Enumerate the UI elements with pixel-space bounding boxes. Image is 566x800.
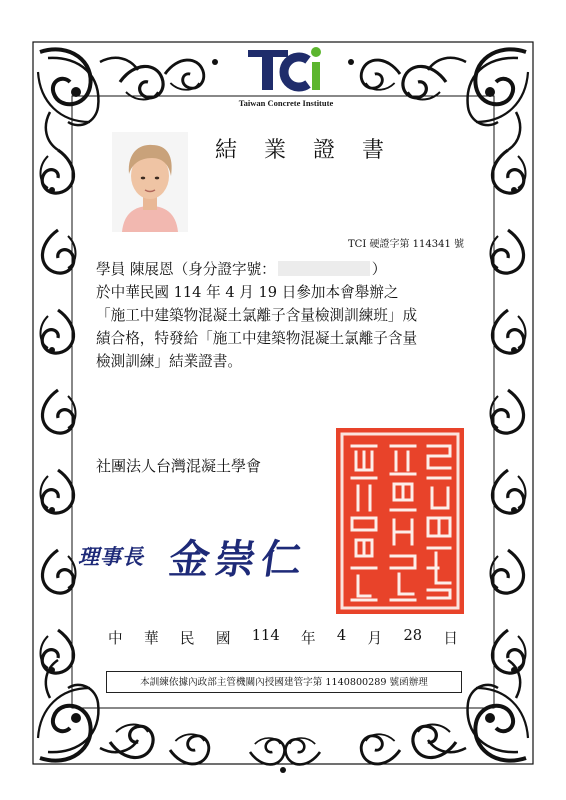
date-part: 年 xyxy=(300,630,316,647)
date-day: 28 xyxy=(403,627,423,644)
tci-logo xyxy=(226,40,346,115)
redacted-id-number xyxy=(278,261,370,276)
student-photo xyxy=(112,132,188,232)
body-line-5: 檢測訓練」結業證書。 xyxy=(96,353,242,370)
date-part: 日 xyxy=(443,630,458,647)
logo-subtitle: Taiwan Concrete Institute xyxy=(238,98,334,108)
issuer-organization: 社團法人台灣混凝土學會 xyxy=(96,457,262,475)
portrait-image xyxy=(112,132,188,232)
closing-paren: ） xyxy=(371,261,387,278)
student-name-text: 學員 陳展恩（身分證字號： xyxy=(96,261,276,278)
date-part: 民 xyxy=(179,630,195,647)
body-line-4: 績合格，特發給「施工中建築物混凝土氯離子含量 xyxy=(96,330,418,347)
certificate-number: TCI 硬證字第 114341 號 xyxy=(348,239,464,250)
date-year: 114 xyxy=(251,627,280,644)
signature-name: 金崇仁 xyxy=(166,536,311,583)
date-part: 國 xyxy=(215,630,231,647)
date-part: 中 xyxy=(108,630,123,647)
certificate-title: 結 業 證 書 xyxy=(215,138,394,163)
official-red-seal xyxy=(336,428,464,614)
body-line-3: 「施工中建築物混凝土氯離子含量檢測訓練班」成 xyxy=(96,307,418,324)
issue-date xyxy=(108,627,458,648)
date-part: 華 xyxy=(143,630,159,647)
tci-wordmark-logo xyxy=(226,40,346,95)
student-line xyxy=(96,258,476,281)
date-month: 4 xyxy=(336,627,347,644)
body-line-2: 於中華民國 114 年 4 月 19 日參加本會舉辦之 xyxy=(96,284,399,301)
legal-basis-footnote: 本訓練依據內政部主管機關內授國建管字第 1140800289 號函辦理 xyxy=(106,671,462,693)
certificate-body xyxy=(96,258,476,373)
date-part: 月 xyxy=(367,630,383,647)
signature-title: 理事長 xyxy=(78,544,144,569)
